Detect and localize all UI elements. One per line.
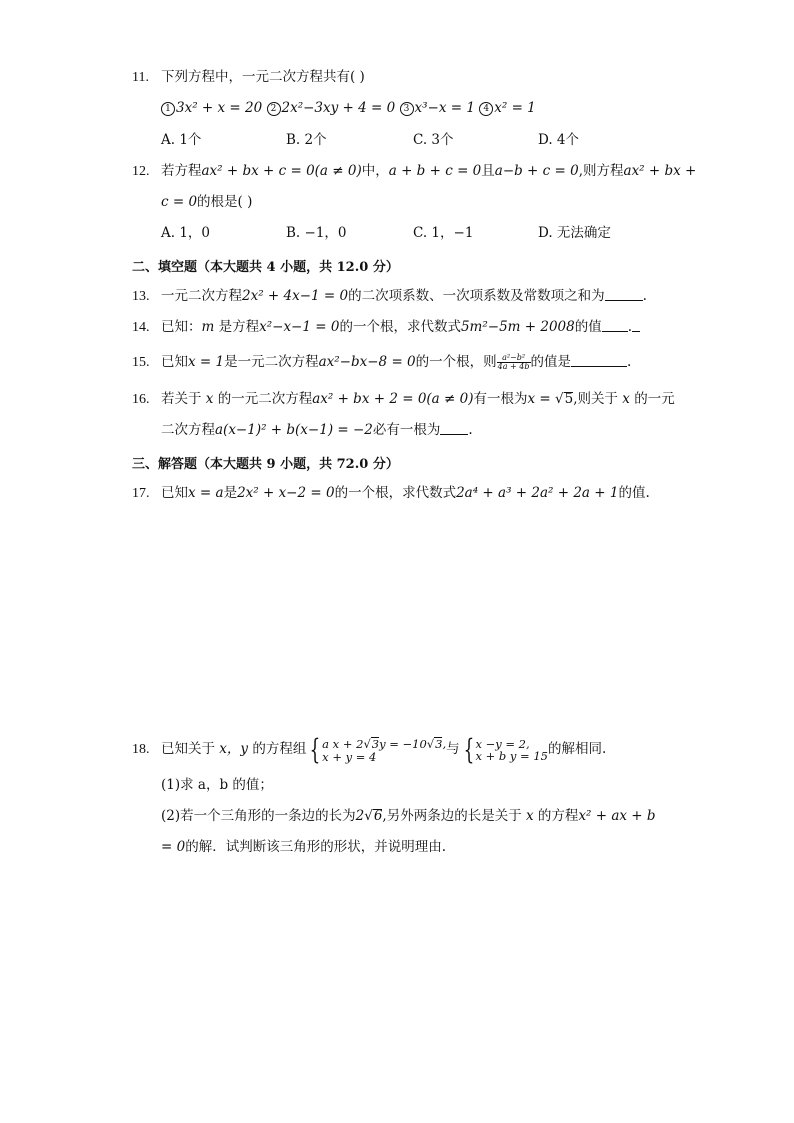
circled-1-icon: 1 [161, 102, 175, 116]
q13-text: 一元二次方程2x² + 4x−1 = 0的二次项系数、一次项系数及常数项之和为 . [161, 288, 647, 304]
q18-number: 18. [132, 742, 150, 757]
q16-line2: 二次方程a(x−1)² + b(x−1) = −2必有一根为 . [161, 422, 473, 438]
section-2-heading: 二、填空题（本大题共 4 小题，共 12.0 分） [132, 260, 399, 275]
q17-number: 17. [132, 486, 150, 501]
q13-number: 13. [132, 289, 150, 304]
q11-option-d: D. 4个 [538, 132, 580, 148]
q11-item3: x³−x = 1 [414, 100, 475, 116]
answer-blank [440, 421, 468, 435]
q12-option-d: D. 无法确定 [538, 225, 611, 241]
q18-system-2: x −y = 2, x + b y = 15 [475, 736, 548, 763]
q11-stem: 下列方程中，一元二次方程共有( ) [161, 69, 365, 85]
q11-item1: 3x² + x = 20 [176, 100, 263, 116]
q16-line1: 若关于 x 的一元二次方程ax² + bx + 2 = 0(a ≠ 0)有一根为x = √5,则关于 x 的一元 [161, 391, 675, 407]
q14-number: 14. [132, 320, 150, 335]
q18-system-1: a x + 2√3y = −10√3, x + y = 4 [322, 736, 447, 764]
q17-text: 已知x = a是2x² + x−2 = 0的一个根，求代数式2a⁴ + a³ + 2a² + 2a + 1的值. [161, 485, 650, 501]
circled-4-icon: 4 [479, 102, 493, 116]
q11-option-a: A. 1个 [161, 132, 202, 148]
answer-blank [605, 287, 643, 301]
q11-option-b: B. 2个 [286, 132, 327, 148]
q11-item4: x² = 1 [494, 100, 536, 116]
q14-text: 已知：m 是方程x²−x−1 = 0的一个根，求代数式5m²−5m + 2008的值 . [161, 318, 640, 336]
circled-3-icon: 3 [400, 102, 414, 116]
circled-2-icon: 2 [267, 102, 281, 116]
q16-number: 16. [132, 392, 150, 407]
q15-fraction: $\frac{\text{a²−b²}}{4a + 4b}$ [497, 353, 530, 371]
q18-stem: 已知关于 x，y 的方程组 { a x + 2√3y = −10√3, x + y = 4 与 { x −y = 2, x + b y = 15 的解相同. [161, 732, 607, 766]
q12-option-b: B. −1，0 [286, 225, 347, 241]
q15-number: 15. [132, 355, 150, 370]
answer-blank [571, 353, 627, 367]
q12-option-a: A. 1，0 [161, 225, 211, 241]
q11-item2: 2x²−3xy + 4 = 0 [281, 100, 396, 116]
answer-blank [602, 318, 628, 332]
q18-sub2-line1: (2)若一个三角形的一条边的长为2√6,另外两条边的长是关于 x 的方程x² + ax + b [161, 808, 656, 824]
section-3-heading: 三、解答题（本大题共 9 小题，共 72.0 分） [132, 457, 399, 472]
q12-option-c: C. 1，−1 [413, 225, 474, 241]
q11-items [161, 99, 536, 117]
q18-sub2-line2: = 0的解．试判断该三角形的形状，并说明理由. [161, 839, 446, 855]
q11-option-c: C. 3个 [413, 132, 454, 148]
q11-number: 11. [132, 70, 149, 85]
q12-number: 12. [132, 164, 150, 179]
q12-line1: 若方程ax² + bx + c = 0(a ≠ 0)中，a + b + c = 0且a−b + c = 0,则方程ax² + bx + [161, 163, 697, 179]
q18-sub1: (1)求 a，b 的值； [161, 777, 273, 793]
q15-text: 已知x = 1是一元二次方程ax²−bx−8 = 0的一个根，则 $\frac{\text{a²−b²}}{4a + 4b}$ 的值是 . [161, 353, 632, 371]
q12-line2: c = 0的根是( ) [161, 194, 253, 210]
